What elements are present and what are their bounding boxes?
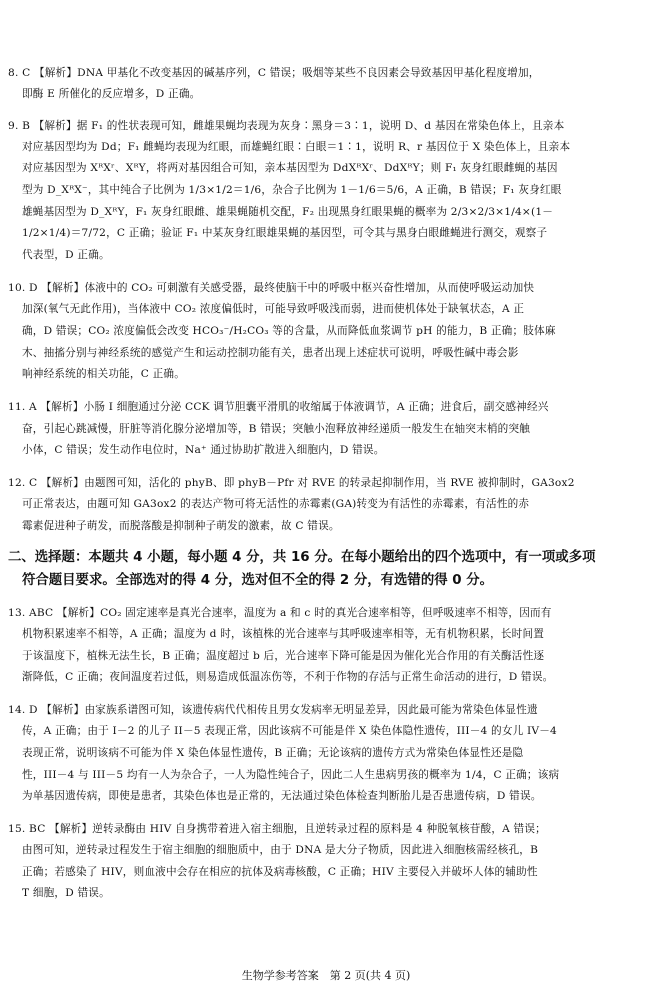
- answer-9-line-3: 对应基因型为 XᴿXʳ、XᴿY，将两对基因组合可知，亲本基因型为 DdXᴿXʳ、DdXᴿY；则 F₁ 灰身红眼雌蝇的基因: [22, 162, 558, 174]
- answer-10-line-3: 确，D 错误；CO₂ 浓度偏低会改变 HCO₃⁻/H₂CO₃ 等的含量，从而降低血浆调节 pH 的能力，B 正确；肢体麻: [22, 325, 556, 337]
- answer-15-line-1: 15. BC 【解析】逆转录酶由 HIV 自身携带着进入宿主细胞，且逆转录过程的原料是 4 种脱氧核苷酸，A 错误；: [8, 823, 546, 835]
- answer-13-line-3: 于该温度下，植株无法生长，B 正确；温度超过 b 后，光合速率下降可能是因为催化光合作用的有关酶活性逐: [22, 650, 545, 662]
- answer-15-line-2: 由图可知，逆转录过程发生于宿主细胞的细胞质中，由于 DNA 是大分子物质，因此进入细胞核需经核孔，B: [22, 844, 539, 856]
- answer-12-line-2: 可正常表达，由题可知 GA3ox2 的表达产物可将无活性的赤霉素(GA)转变为有活性的赤霉素，有活性的赤: [22, 498, 530, 510]
- answer-15-line-4: T 细胞，D 错误。: [22, 887, 110, 899]
- answer-9-line-1: 9. B 【解析】据 F₁ 的性状表现可知，雌雄果蝇均表现为灰身∶黑身＝3∶1，说明 D、d 基因在常染色体上，且亲本: [8, 120, 565, 132]
- answer-13-line-4: 渐降低，C 正确；夜间温度若过低，则易造成低温冻伤等，不利于作物的存活与正常生命活动的进行，D 错误。: [22, 671, 554, 683]
- answer-13-line-2: 机物积累速率不相等，A 正确；温度为 d 时，该植株的光合速率与其呼吸速率相等，无有机物积累，长时间置: [22, 628, 545, 640]
- answer-10-line-2: 加深(氧气无此作用)，当体液中 CO₂ 浓度偏低时，可能导致呼吸浅而弱，进而使机体处于缺氧状态，A 正: [22, 303, 525, 315]
- answer-15-line-3: 正确；若感染了 HIV，则血液中会存在相应的抗体及病毒核酸，C 正确；HIV 主要侵入并破坏人体的辅助性: [22, 866, 538, 878]
- answer-9-line-4: 型为 D_XᴿX⁻，其中纯合子比例为 1/3×1/2＝1/6，杂合子比例为 1－1/6＝5/6，A 正确，B 错误；F₁ 灰身红眼: [22, 184, 562, 196]
- section-2-heading-line-1: 二、选择题：本题共 4 小题，每小题 4 分，共 16 分。在每小题给出的四个选项中，有一项或多项: [8, 550, 596, 565]
- answer-11-line-1: 11. A 【解析】小肠 I 细胞通过分泌 CCK 调节胆囊平滑肌的收缩属于体液调节，A 正确；进食后，副交感神经兴: [8, 401, 549, 413]
- answer-14-line-5: 为单基因遗传病，即使是患者，其染色体也是正常的，无法通过染色体检查判断胎儿是否患遗传病，D 错误。: [22, 790, 542, 802]
- answer-14-line-3: 表现正常，说明该病不可能为伴 X 染色体显性遗传，B 正确；无论该病的遗传方式为常染色体显性还是隐: [22, 747, 524, 759]
- page-footer: 生物学参考答案 第 2 页(共 4 页): [241, 969, 411, 982]
- answer-10-line-4: 木、抽搐分别与神经系统的感觉产生和运动控制功能有关，患者出现上述症状可说明，呼吸性碱中毒会影: [22, 347, 519, 359]
- answer-8-line-2: 即酶 E 所催化的反应增多，D 正确。: [22, 88, 201, 100]
- answer-14-line-4: 性，III－4 与 III－5 均有一人为杂合子，一人为隐性纯合子，因此二人生患病男孩的概率为 1/4，C 正确；该病: [22, 769, 560, 781]
- answer-10-line-1: 10. D 【解析】体液中的 CO₂ 可刺激有关感受器，最终使脑干中的呼吸中枢兴奋性增加，从而使呼吸运动加快: [8, 282, 535, 294]
- answer-9-line-5: 雄蝇基因型为 D_XᴿY，F₁ 灰身红眼雌、雄果蝇随机交配，F₂ 出现黑身红眼果蝇的概率为 2/3×2/3×1/4×(1－: [22, 206, 554, 218]
- answer-10-line-5: 响神经系统的相关功能，C 正确。: [22, 368, 185, 380]
- answer-14-line-2: 传，A 正确；由于 I－2 的儿子 II－5 表现正常，因此该病不可能是伴 X 染色体隐性遗传，III－4 的女儿 IV－4: [22, 725, 557, 737]
- answer-9-line-7: 代表型，D 正确。: [22, 249, 110, 261]
- section-2-heading-line-2: 符合题目要求。全部选对的得 4 分，选对但不全的得 2 分，有选错的得 0 分。: [22, 573, 494, 588]
- answer-14-line-1: 14. D 【解析】由家族系谱图可知，该遗传病代代相传且男女发病率无明显差异，因此最可能为常染色体显性遗: [8, 704, 538, 716]
- answer-12-line-3: 霉素促进种子萌发，而脱落酸是抑制种子萌发的激素，故 C 错误。: [22, 520, 340, 532]
- answer-13-line-1: 13. ABC 【解析】CO₂ 固定速率是真光合速率，温度为 a 和 c 时的真光合速率相等，但呼吸速率不相等，因而有: [8, 607, 552, 619]
- answer-12-line-1: 12. C 【解析】由题图可知，活化的 phyB、即 phyB－Pfr 对 RVE 的转录起抑制作用，当 RVE 被抑制时，GA3ox2: [8, 477, 575, 489]
- answer-11-line-2: 奋，引起心跳减慢，肝脏等消化腺分泌增加等，B 错误；突触小泡释放神经递质一般发生在轴突末梢的突触: [22, 423, 531, 435]
- answer-8-line-1: 8. C 【解析】DNA 甲基化不改变基因的碱基序列，C 错误；吸烟等某些不良因素会导致基因甲基化程度增加，: [8, 67, 540, 79]
- answer-9-line-6: 1/2×1/4)＝7/72，C 正确；验证 F₁ 中某灰身红眼雄果蝇的基因型，可令其与黑身白眼雌蝇进行测交，观察子: [22, 227, 548, 239]
- answer-11-line-3: 小体，C 错误；发生动作电位时，Na⁺ 通过协助扩散进入细胞内，D 错误。: [22, 444, 385, 456]
- answer-9-line-2: 对应基因型均为 Dd；F₁ 雌蝇均表现为红眼，而雄蝇红眼∶白眼＝1∶1，说明 R、r 基因位于 X 染色体上，且亲本: [22, 141, 571, 153]
